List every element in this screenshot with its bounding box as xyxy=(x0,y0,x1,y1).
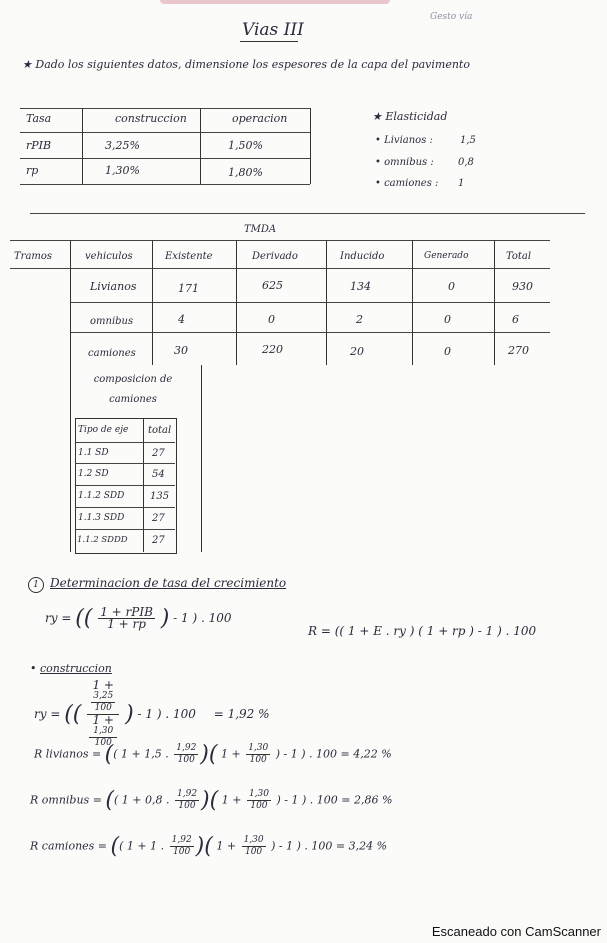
traffic-header: Tramos xyxy=(14,251,53,262)
fraction xyxy=(98,607,155,630)
elasticity-label: omnibus : xyxy=(384,157,434,168)
fraction xyxy=(247,789,271,812)
traffic-cell: 134 xyxy=(350,280,371,293)
fraction xyxy=(246,743,270,766)
fraction-denominator: 100 xyxy=(94,738,112,748)
formula-ry-general xyxy=(45,606,232,631)
title-underline xyxy=(240,41,298,42)
traffic-cell: 4 xyxy=(178,313,185,326)
paren: (( xyxy=(64,702,82,727)
rates-cell: rp xyxy=(26,164,39,177)
paren: ( xyxy=(105,788,115,813)
traffic-cell: 2 xyxy=(356,313,363,326)
traffic-col-divider xyxy=(494,240,495,365)
elasticity-item: • Livianos : xyxy=(375,135,433,146)
traffic-top-line xyxy=(10,240,550,241)
traffic-cell: 220 xyxy=(262,343,283,356)
rates-col-divider-1 xyxy=(82,108,83,184)
fraction-denominator: 100 xyxy=(249,755,267,765)
intro-statement: Dado los siguientes datos, dimensione los espesores de la capa del pavimento xyxy=(35,58,470,71)
trucks-row-line xyxy=(75,485,175,486)
fraction-denominator: 100 xyxy=(250,801,268,811)
fraction-numerator: 3,25 xyxy=(93,691,114,701)
trucks-cell: 27 xyxy=(152,448,165,459)
formula-result: . 100 = 4,22 % xyxy=(309,747,392,761)
paren: ) xyxy=(160,606,170,631)
formula-lhs: ry = xyxy=(34,707,61,721)
formula-ry-calc xyxy=(34,680,270,749)
traffic-header-line xyxy=(10,268,550,269)
fraction xyxy=(242,835,266,858)
section-number-circle: 1 xyxy=(28,577,44,593)
traffic-row1-line xyxy=(70,302,550,303)
fraction-numerator: 1,30 xyxy=(248,743,269,753)
elasticity-item: • camiones : xyxy=(375,178,439,189)
formula-mid: ( 1 + 1 . xyxy=(119,839,165,853)
formula-r-omnibus: R omnibus = (( 1 + 0,8 . $\frac{1,92}{100}$ )( 1 + $\frac{1,30}{100}$ ) - 1 ) . 100 = 2,86 % xyxy=(30,788,393,813)
traffic-header: vehiculos xyxy=(85,251,133,262)
formula-lhs: R livianos = xyxy=(34,747,102,761)
paren: ( xyxy=(104,742,114,767)
fraction-numerator: 1 + 3,25 100 xyxy=(87,680,119,715)
traffic-cell: 270 xyxy=(508,344,529,357)
traffic-header: Existente xyxy=(165,251,213,262)
fraction-numerator: 1,30 xyxy=(248,789,269,799)
tmda-label: TMDA xyxy=(244,224,277,235)
trucks-cell: 1.1.2 SDDD xyxy=(77,535,128,545)
fraction-denominator: 1 + rp xyxy=(107,617,146,631)
formula-lhs: R omnibus = xyxy=(30,793,102,807)
traffic-header: Generado xyxy=(424,251,469,261)
paren: )( xyxy=(195,834,213,859)
formula-lhs: ry = xyxy=(45,611,72,625)
construction-text: construccion xyxy=(40,662,112,675)
elasticity-label: camiones : xyxy=(384,178,439,189)
trucks-row-line xyxy=(75,463,175,464)
elasticity-value: 1,5 xyxy=(460,135,476,146)
rates-cell: 3,25% xyxy=(105,139,140,152)
formula-r-livianos: R livianos = (( 1 + 1,5 . $\frac{1,92}{100}$ )( 1 + $\frac{1,30}{100}$ ) - 1 ) . 100 = 4,22 % xyxy=(34,742,392,767)
traffic-cell: 20 xyxy=(350,345,364,358)
bullet-icon: ★ xyxy=(22,58,32,71)
fraction-numerator: 1,30 xyxy=(89,726,117,738)
rates-cell: 1,30% xyxy=(105,164,140,177)
trucks-cell: 1.2 SD xyxy=(78,469,109,479)
formula-tail: - 1 ) . 100 xyxy=(173,611,232,625)
rates-cell: 1,50% xyxy=(228,139,263,152)
paren: )( xyxy=(201,788,219,813)
traffic-cell: 171 xyxy=(178,282,199,295)
fraction-denominator: 100 xyxy=(177,755,195,765)
fraction-numerator: 1,30 xyxy=(243,835,264,845)
formula-mid: ( 1 + 0,8 . xyxy=(114,793,170,807)
rates-header-line xyxy=(20,132,310,133)
fraction xyxy=(170,835,194,858)
paren: (( xyxy=(75,606,93,631)
trucks-cell: 27 xyxy=(152,535,165,546)
traffic-cell: 30 xyxy=(174,344,188,357)
rates-cell: 1,80% xyxy=(228,166,263,179)
page-title: Vias III xyxy=(242,20,304,40)
formula-mid: ( 1 + 1,5 . xyxy=(113,747,169,761)
traffic-col-divider xyxy=(70,240,71,365)
trucks-row-line xyxy=(75,507,175,508)
fraction-numerator: 1,92 xyxy=(171,835,192,845)
formula-tail: - 1 ) . 100 xyxy=(137,707,196,721)
fraction-numerator: 1 + rPIB xyxy=(100,605,153,619)
fraction-denominator: 100 xyxy=(178,801,196,811)
traffic-cell: 0 xyxy=(448,280,455,293)
trucks-caption: composicion de camiones xyxy=(93,374,173,405)
elasticity-title: ★ Elasticidad xyxy=(372,110,448,123)
elasticity-item: • omnibus : xyxy=(375,157,434,168)
fraction-denominator: 100 xyxy=(244,847,263,857)
traffic-header: Inducido xyxy=(340,251,385,262)
traffic-cell: 930 xyxy=(512,280,533,293)
trucks-inner-frame xyxy=(75,418,177,554)
rates-header-operation: operacion xyxy=(232,112,288,125)
formula-r-general: R = (( 1 + E . ry ) ( 1 + rp ) - 1 ) . 100 xyxy=(308,624,537,638)
trucks-cell: 54 xyxy=(152,469,165,480)
rates-header-rate: Tasa xyxy=(26,112,52,125)
fraction xyxy=(87,680,119,749)
rates-bottom-line xyxy=(20,184,310,185)
section-separator xyxy=(30,213,585,214)
elasticity-title-text: Elasticidad xyxy=(385,110,448,123)
traffic-cell: omnibus xyxy=(90,316,134,327)
formula-r-camiones: R camiones = (( 1 + 1 . $\frac{1,92}{100}$ )( 1 + $\frac{1,30}{100}$ ) - 1 ) . 100 = 3,24 % xyxy=(30,834,388,859)
paren: ( xyxy=(110,834,120,859)
intro-text xyxy=(22,55,522,74)
formula-result: . 100 = 2,86 % xyxy=(309,793,393,807)
rates-header-construction: construccion xyxy=(115,112,187,125)
trucks-header: total xyxy=(148,425,172,436)
traffic-col-divider xyxy=(412,240,413,365)
corner-note: Gesto vía xyxy=(430,12,473,22)
elasticity-value: 1 xyxy=(458,178,465,189)
traffic-col-divider xyxy=(152,240,153,365)
traffic-cell: Livianos xyxy=(90,280,137,293)
formula-lhs: R camiones = xyxy=(30,839,108,853)
fraction xyxy=(174,743,198,766)
elasticity-label: Livianos : xyxy=(384,135,433,146)
traffic-row2-line xyxy=(70,332,550,333)
trucks-cell: 135 xyxy=(150,491,170,502)
paren: )( xyxy=(200,742,218,767)
inner-fraction xyxy=(91,691,115,714)
rates-top-line xyxy=(20,108,310,109)
fraction-denominator: 1 + 1,30 100 xyxy=(87,715,119,749)
fraction-numerator: 1,92 xyxy=(176,743,197,753)
traffic-cell: 0 xyxy=(268,313,275,326)
scanner-watermark: Escaneado con CamScanner xyxy=(431,924,601,939)
traffic-cell: 0 xyxy=(444,313,451,326)
trucks-header: Tipo de eje xyxy=(78,425,129,435)
paren: ) xyxy=(125,702,134,727)
rates-row1-line xyxy=(20,158,310,159)
traffic-cell: camiones xyxy=(88,348,136,359)
traffic-header: Total xyxy=(506,251,532,262)
traffic-cell: 0 xyxy=(444,345,451,358)
traffic-col-divider xyxy=(236,240,237,365)
fraction xyxy=(175,789,199,812)
fraction-denominator: 100 xyxy=(94,703,112,713)
trucks-cell: 1.1 SD xyxy=(78,448,109,458)
section-heading xyxy=(28,576,286,593)
fraction-numerator: 1,92 xyxy=(177,789,198,799)
rates-col-divider-2 xyxy=(200,108,201,184)
trucks-cell: 1.1.3 SDD xyxy=(78,513,125,523)
traffic-col-divider xyxy=(326,240,327,365)
trucks-cell: 1.1.2 SDD xyxy=(78,491,125,501)
rates-cell: rPIB xyxy=(26,139,52,152)
rates-col-divider-3 xyxy=(310,108,311,184)
formula-result: . 100 = 3,24 % xyxy=(304,839,388,853)
trucks-row-line xyxy=(75,442,175,443)
trucks-cell: 27 xyxy=(152,513,165,524)
traffic-cell: 6 xyxy=(512,313,519,326)
traffic-header: Derivado xyxy=(252,251,298,262)
construction-label: • construccion xyxy=(30,662,112,675)
scan-top-mark xyxy=(160,0,390,4)
formula-result: = 1,92 % xyxy=(213,707,270,721)
elasticity-value: 0,8 xyxy=(458,157,474,168)
section-title: Determinacion de tasa del crecimiento xyxy=(50,576,287,590)
trucks-row-line xyxy=(75,529,175,530)
fraction-denominator: 100 xyxy=(173,847,191,857)
traffic-cell: 625 xyxy=(262,279,283,292)
